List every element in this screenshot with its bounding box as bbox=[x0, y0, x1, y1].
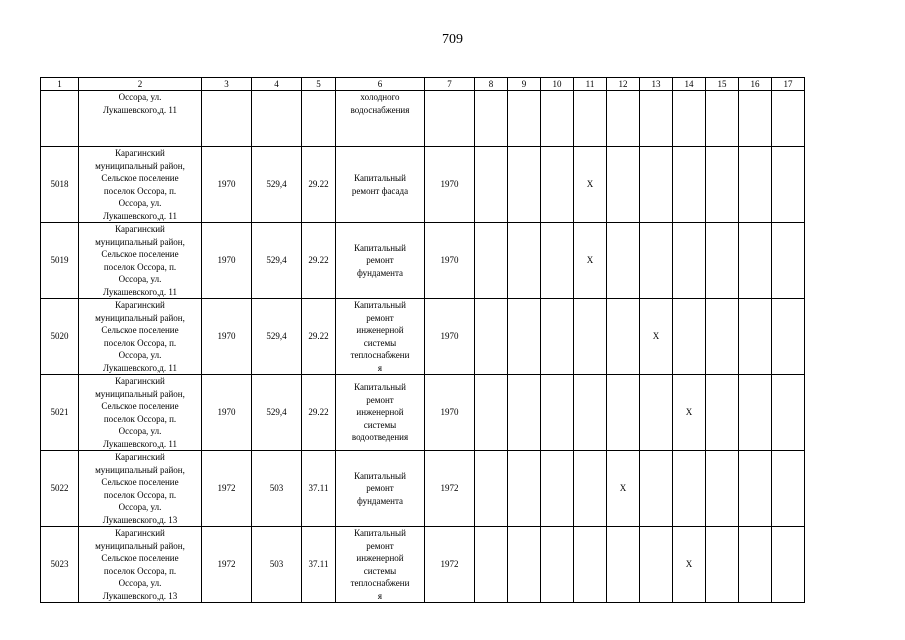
period-mark-cell bbox=[574, 375, 607, 451]
period-mark-cell bbox=[475, 147, 508, 223]
row-id-cell: 5019 bbox=[41, 223, 79, 299]
table-row bbox=[41, 223, 805, 299]
period-mark-cell bbox=[607, 375, 640, 451]
period-mark-cell bbox=[541, 451, 574, 527]
empty-cell bbox=[425, 91, 475, 147]
work-type-cell: холодного водоснабжения bbox=[336, 91, 425, 147]
column-number: 12 bbox=[607, 78, 640, 91]
column-number: 17 bbox=[772, 78, 805, 91]
period-mark-cell bbox=[508, 527, 541, 603]
continuation-row bbox=[41, 91, 805, 147]
period-mark-cell bbox=[739, 375, 772, 451]
column-number: 7 bbox=[425, 78, 475, 91]
work-type-cell: Капитальный ремонт инженерной системы теплоснабжени я bbox=[336, 299, 425, 375]
column-number: 11 bbox=[574, 78, 607, 91]
period-mark-cell bbox=[475, 223, 508, 299]
period-mark-cell bbox=[475, 527, 508, 603]
empty-cell bbox=[475, 91, 508, 147]
empty-cell bbox=[739, 91, 772, 147]
period-mark-cell bbox=[475, 451, 508, 527]
period-mark-cell bbox=[706, 147, 739, 223]
column-number: 14 bbox=[673, 78, 706, 91]
column-number: 15 bbox=[706, 78, 739, 91]
address-cell: Карагинский муниципальный район, Сельское поселение поселок Оссора, п. Оссора, ул. Лукашевского,д. 11 bbox=[79, 223, 202, 299]
column-number: 3 bbox=[202, 78, 252, 91]
area-cell: 529,4 bbox=[252, 223, 302, 299]
column-number: 8 bbox=[475, 78, 508, 91]
period-mark-cell bbox=[640, 527, 673, 603]
period-mark-cell bbox=[739, 527, 772, 603]
year-overhaul-cell: 1970 bbox=[425, 147, 475, 223]
column-number: 6 bbox=[336, 78, 425, 91]
period-mark-cell: X bbox=[673, 375, 706, 451]
page-number: 709 bbox=[442, 32, 463, 47]
period-mark-cell bbox=[772, 223, 805, 299]
period-mark-cell bbox=[673, 223, 706, 299]
year-overhaul-cell: 1970 bbox=[425, 223, 475, 299]
year-overhaul-cell: 1970 bbox=[425, 299, 475, 375]
period-mark-cell bbox=[574, 451, 607, 527]
period-mark-cell bbox=[508, 451, 541, 527]
empty-cell bbox=[772, 91, 805, 147]
address-cell: Карагинский муниципальный район, Сельское поселение поселок Оссора, п. Оссора, ул. Лукашевского,д. 11 bbox=[79, 147, 202, 223]
wear-cell: 29.22 bbox=[302, 375, 336, 451]
period-mark-cell bbox=[706, 375, 739, 451]
row-id-cell: 5021 bbox=[41, 375, 79, 451]
period-mark-cell bbox=[772, 375, 805, 451]
column-number: 9 bbox=[508, 78, 541, 91]
period-mark-cell bbox=[640, 147, 673, 223]
address-cell: Оссора, ул. Лукашевского,д. 11 bbox=[79, 91, 202, 147]
period-mark-cell bbox=[541, 375, 574, 451]
period-mark-cell bbox=[574, 527, 607, 603]
area-cell: 529,4 bbox=[252, 147, 302, 223]
year-overhaul-cell: 1972 bbox=[425, 527, 475, 603]
period-mark-cell bbox=[673, 299, 706, 375]
wear-cell: 37.11 bbox=[302, 527, 336, 603]
period-mark-cell bbox=[706, 223, 739, 299]
year-overhaul-cell: 1972 bbox=[425, 451, 475, 527]
table-row bbox=[41, 451, 805, 527]
period-mark-cell bbox=[607, 223, 640, 299]
address-cell: Карагинский муниципальный район, Сельское поселение поселок Оссора, п. Оссора, ул. Лукашевского,д. 13 bbox=[79, 451, 202, 527]
period-mark-cell bbox=[772, 527, 805, 603]
address-cell: Карагинский муниципальный район, Сельское поселение поселок Оссора, п. Оссора, ул. Лукашевского,д. 13 bbox=[79, 527, 202, 603]
period-mark-cell bbox=[541, 223, 574, 299]
empty-cell bbox=[202, 91, 252, 147]
column-number: 10 bbox=[541, 78, 574, 91]
area-cell: 503 bbox=[252, 527, 302, 603]
empty-cell bbox=[508, 91, 541, 147]
period-mark-cell bbox=[772, 147, 805, 223]
row-id-cell: 5018 bbox=[41, 147, 79, 223]
period-mark-cell: X bbox=[574, 147, 607, 223]
period-mark-cell: X bbox=[673, 527, 706, 603]
period-mark-cell bbox=[640, 223, 673, 299]
table-row bbox=[41, 147, 805, 223]
row-id-cell: 5022 bbox=[41, 451, 79, 527]
period-mark-cell bbox=[673, 451, 706, 527]
address-cell: Карагинский муниципальный район, Сельское поселение поселок Оссора, п. Оссора, ул. Лукашевского,д. 11 bbox=[79, 299, 202, 375]
table-row bbox=[41, 527, 805, 603]
empty-cell bbox=[541, 91, 574, 147]
table-row bbox=[41, 375, 805, 451]
work-type-cell: Капитальный ремонт инженерной системы водоотведения bbox=[336, 375, 425, 451]
period-mark-cell bbox=[739, 451, 772, 527]
period-mark-cell bbox=[541, 299, 574, 375]
wear-cell: 37.11 bbox=[302, 451, 336, 527]
period-mark-cell bbox=[508, 223, 541, 299]
work-type-cell: Капитальный ремонт фундамента bbox=[336, 451, 425, 527]
period-mark-cell bbox=[772, 451, 805, 527]
period-mark-cell bbox=[508, 299, 541, 375]
row-id-cell: 5020 bbox=[41, 299, 79, 375]
period-mark-cell bbox=[739, 147, 772, 223]
period-mark-cell bbox=[739, 299, 772, 375]
area-cell: 503 bbox=[252, 451, 302, 527]
wear-cell: 29.22 bbox=[302, 299, 336, 375]
period-mark-cell bbox=[640, 451, 673, 527]
period-mark-cell bbox=[475, 375, 508, 451]
period-mark-cell bbox=[475, 299, 508, 375]
empty-cell bbox=[673, 91, 706, 147]
period-mark-cell bbox=[706, 527, 739, 603]
period-mark-cell bbox=[574, 299, 607, 375]
empty-cell bbox=[252, 91, 302, 147]
period-mark-cell bbox=[541, 527, 574, 603]
table-body bbox=[41, 78, 805, 603]
period-mark-cell bbox=[607, 527, 640, 603]
period-mark-cell bbox=[673, 147, 706, 223]
work-type-cell: Капитальный ремонт инженерной системы теплоснабжени я bbox=[336, 527, 425, 603]
year-built-cell: 1970 bbox=[202, 147, 252, 223]
period-mark-cell: X bbox=[607, 451, 640, 527]
table-row bbox=[41, 299, 805, 375]
period-mark-cell bbox=[607, 299, 640, 375]
wear-cell: 29.22 bbox=[302, 223, 336, 299]
work-type-cell: Капитальный ремонт фундамента bbox=[336, 223, 425, 299]
period-mark-cell: X bbox=[640, 299, 673, 375]
year-built-cell: 1972 bbox=[202, 451, 252, 527]
period-mark-cell bbox=[772, 299, 805, 375]
wear-cell: 29.22 bbox=[302, 147, 336, 223]
column-number: 1 bbox=[41, 78, 79, 91]
period-mark-cell bbox=[607, 147, 640, 223]
work-type-cell: Капитальный ремонт фасада bbox=[336, 147, 425, 223]
address-cell: Карагинский муниципальный район, Сельское поселение поселок Оссора, п. Оссора, ул. Лукашевского,д. 11 bbox=[79, 375, 202, 451]
empty-cell bbox=[706, 91, 739, 147]
empty-cell bbox=[41, 91, 79, 147]
row-id-cell: 5023 bbox=[41, 527, 79, 603]
year-overhaul-cell: 1970 bbox=[425, 375, 475, 451]
column-number-row bbox=[41, 78, 805, 91]
empty-cell bbox=[640, 91, 673, 147]
column-number: 16 bbox=[739, 78, 772, 91]
empty-cell bbox=[302, 91, 336, 147]
period-mark-cell bbox=[508, 147, 541, 223]
area-cell: 529,4 bbox=[252, 375, 302, 451]
period-mark-cell: X bbox=[574, 223, 607, 299]
column-number: 4 bbox=[252, 78, 302, 91]
area-cell: 529,4 bbox=[252, 299, 302, 375]
period-mark-cell bbox=[706, 299, 739, 375]
year-built-cell: 1970 bbox=[202, 375, 252, 451]
period-mark-cell bbox=[541, 147, 574, 223]
empty-cell bbox=[607, 91, 640, 147]
column-number: 5 bbox=[302, 78, 336, 91]
year-built-cell: 1970 bbox=[202, 223, 252, 299]
period-mark-cell bbox=[640, 375, 673, 451]
period-mark-cell bbox=[508, 375, 541, 451]
register-table bbox=[40, 77, 805, 603]
empty-cell bbox=[574, 91, 607, 147]
period-mark-cell bbox=[739, 223, 772, 299]
year-built-cell: 1972 bbox=[202, 527, 252, 603]
column-number: 13 bbox=[640, 78, 673, 91]
period-mark-cell bbox=[706, 451, 739, 527]
year-built-cell: 1970 bbox=[202, 299, 252, 375]
column-number: 2 bbox=[79, 78, 202, 91]
